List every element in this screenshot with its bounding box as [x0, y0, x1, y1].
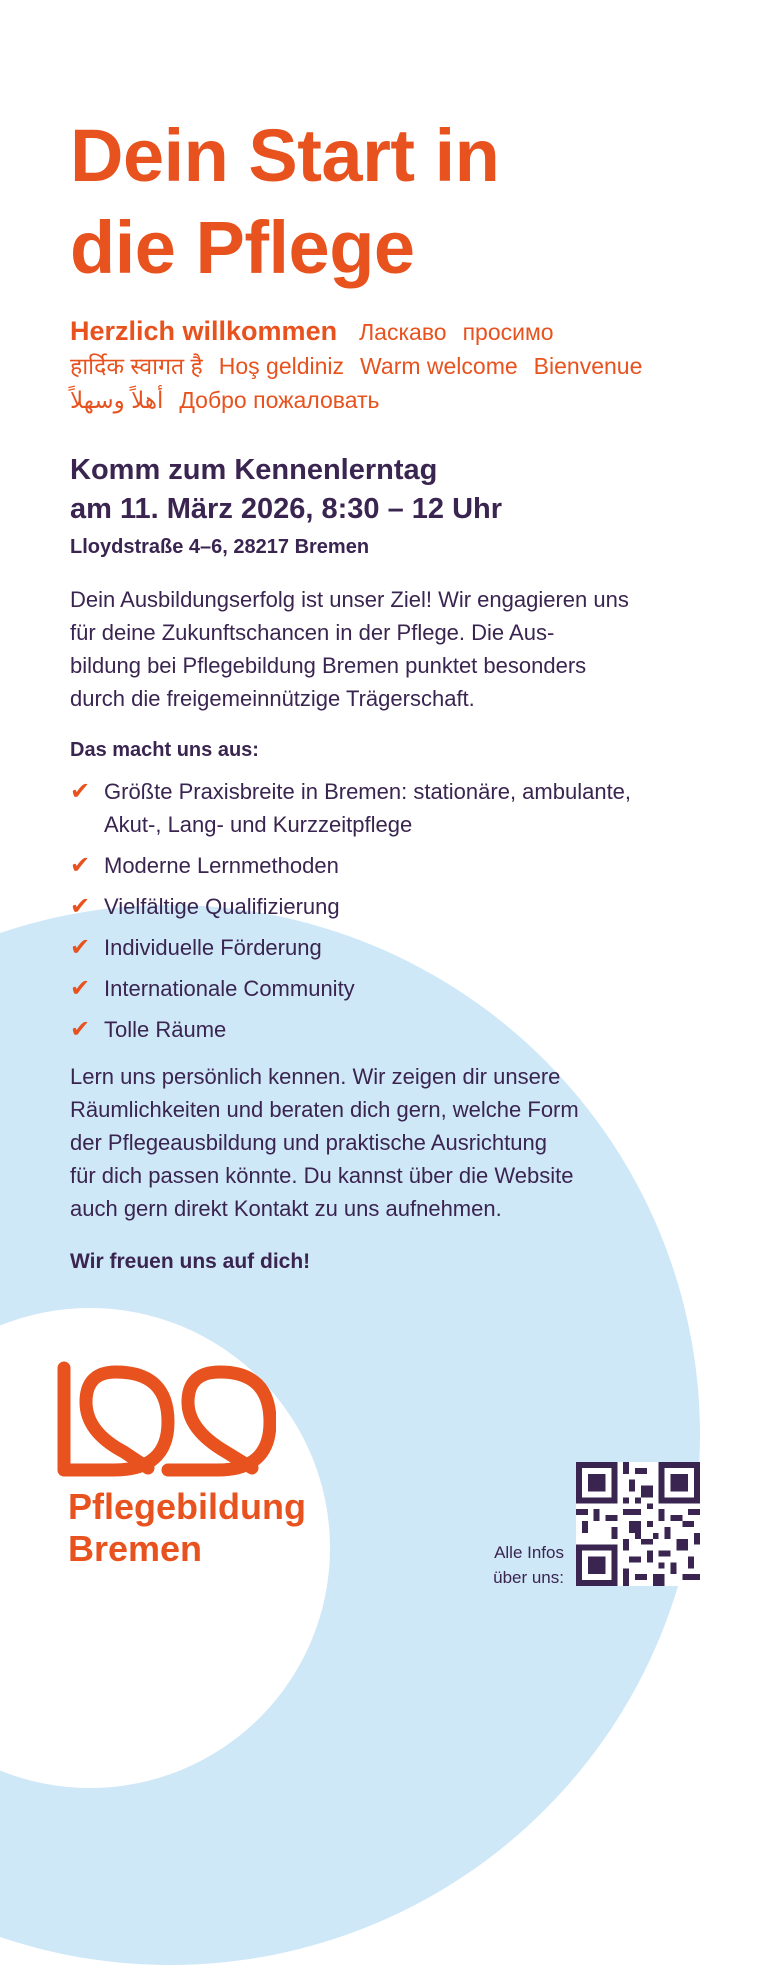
welcome-arabic: أهلاً وسهلاً: [70, 387, 164, 413]
welcome-english: Warm welcome: [360, 353, 518, 379]
outro-line: für dich passen könnte. Du kannst über die Website: [70, 1163, 574, 1188]
list-item-text: Individuelle Förderung: [104, 935, 322, 960]
list-item-text: Moderne Lernmethoden: [104, 853, 339, 878]
check-icon: ✔: [70, 852, 91, 879]
qr-label-line-1: Alle Infos: [494, 1543, 564, 1562]
list-item-text: Tolle Räume: [104, 1017, 227, 1042]
logo-line-2: Bremen: [68, 1528, 203, 1569]
event-heading: Komm zum Kennenlerntag: [70, 454, 438, 486]
features-heading: Das macht uns aus:: [70, 739, 259, 761]
check-icon: ✔: [70, 1016, 91, 1043]
features-list: [70, 775, 720, 1046]
intro-line: durch die freigemeinnützige Trägerschaft.: [70, 686, 475, 711]
outro-line: Lern uns persönlich kennen. Wir zeigen dir unsere: [70, 1064, 561, 1089]
list-item: [70, 931, 720, 964]
logo-line-1: Pflegebildung: [68, 1486, 306, 1527]
outro-line: der Pflegeausbildung und praktische Ausrichtung: [70, 1130, 547, 1155]
qr-label-line-2: über uns:: [493, 1568, 564, 1587]
outro-line: Räumlichkeiten und beraten dich gern, welche Form: [70, 1097, 579, 1122]
welcome-ukrainian-1: Ласкаво: [359, 319, 447, 345]
list-item: [70, 775, 720, 841]
event-date: am 11. März 2026, 8:30 – 12 Uhr: [70, 493, 503, 525]
check-icon: ✔: [70, 893, 91, 920]
welcome-row: [70, 349, 720, 383]
event-address: Lloydstraße 4–6, 28217 Bremen: [70, 536, 370, 558]
intro-paragraph: [70, 583, 720, 715]
check-icon: ✔: [70, 934, 91, 961]
list-item: [70, 1013, 720, 1046]
outro-line: auch gern direkt Kontakt zu uns aufnehmen.: [70, 1196, 502, 1221]
welcome-french: Bienvenue: [533, 353, 643, 379]
intro-line: für deine Zukunftschancen in der Pflege. Die Aus-: [70, 620, 555, 645]
list-item: [70, 972, 720, 1005]
welcome-german: Herzlich willkommen: [70, 316, 338, 346]
welcome-greetings: [70, 314, 720, 417]
welcome-row: [70, 383, 720, 417]
welcome-ukrainian-2: просимо: [462, 319, 554, 345]
event-info: [70, 451, 720, 563]
qr-label: [444, 1540, 564, 1590]
closing-line: Wir freuen uns auf dich!: [70, 1250, 311, 1273]
list-item: [70, 890, 720, 923]
intro-line: Dein Ausbildungserfolg ist unser Ziel! Wir engagieren uns: [70, 587, 629, 612]
list-item: [70, 849, 720, 882]
list-item-line: Akut-, Lang- und Kurzzeitpflege: [104, 812, 413, 837]
list-item-text: Internationale Community: [104, 976, 355, 1001]
page-title: [70, 110, 720, 294]
outro-paragraph: [70, 1060, 720, 1225]
welcome-hindi: हार्दिक स्वागत है: [70, 353, 203, 379]
pflegebildung-logo: [56, 1360, 346, 1570]
list-item-text: [104, 775, 631, 841]
flyer-content: [70, 110, 720, 1277]
pflegebildung-logo-icon: [56, 1360, 276, 1478]
welcome-turkish: Hoş geldiniz: [218, 353, 345, 379]
qr-code-icon[interactable]: [576, 1462, 700, 1586]
intro-line: bildung bei Pflegebildung Bremen punktet besonders: [70, 653, 587, 678]
title-line-2: die Pflege: [70, 206, 415, 289]
list-item-text: Vielfältige Qualifizierung: [104, 894, 340, 919]
list-item-line: Größte Praxisbreite in Bremen: stationäre, ambulante,: [104, 779, 632, 804]
welcome-row: [70, 314, 720, 349]
title-line-1: Dein Start in: [70, 114, 500, 197]
check-icon: ✔: [70, 975, 91, 1002]
welcome-russian: Добро пожаловать: [179, 387, 380, 413]
logo-wordmark: [56, 1486, 346, 1570]
check-icon: ✔: [70, 778, 91, 805]
